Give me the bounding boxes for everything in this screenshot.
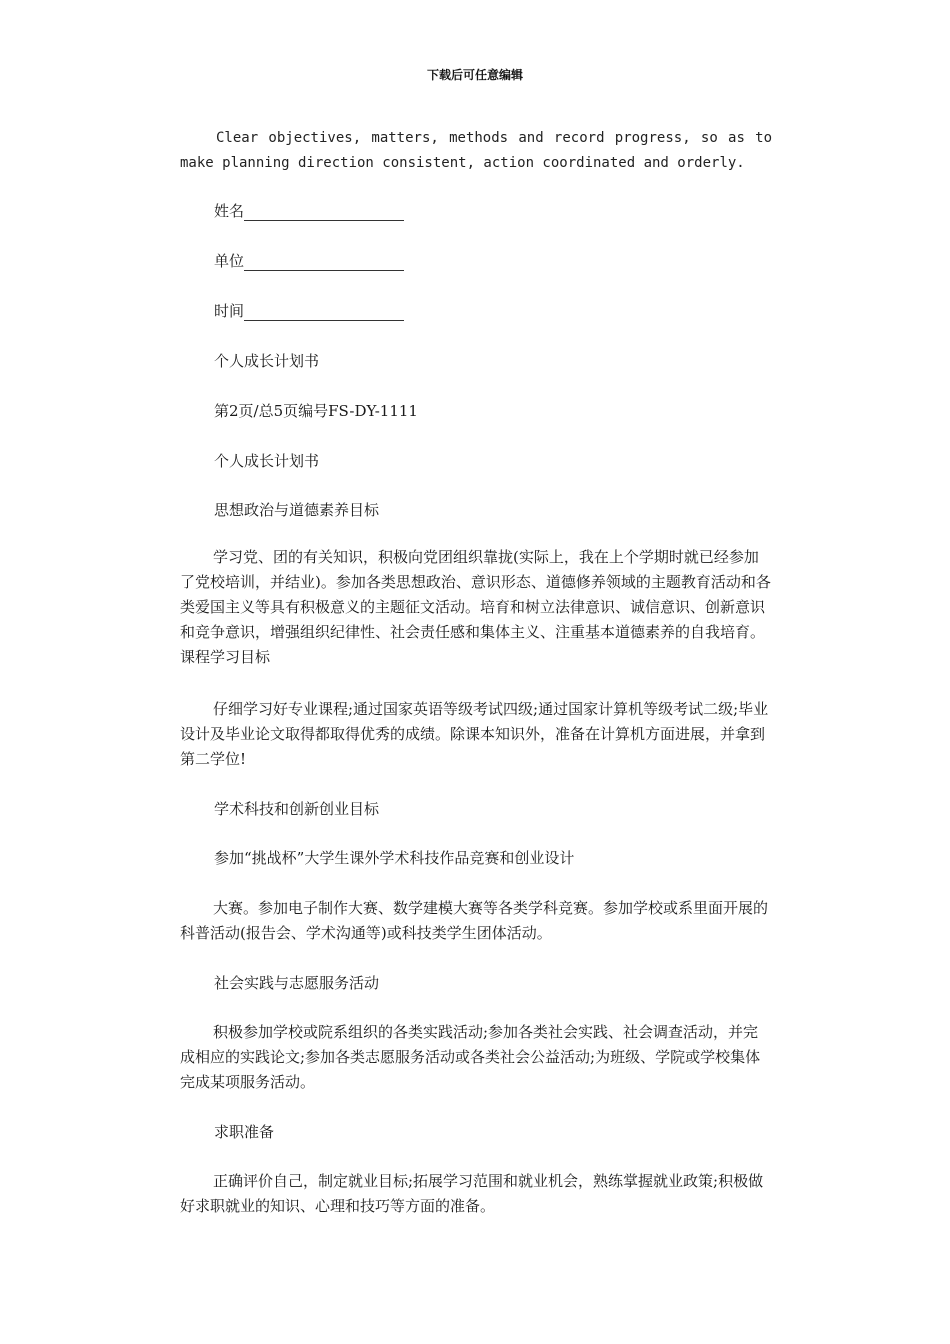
academic-heading: 学术科技和创新创业目标 [214,800,380,818]
name-label: 姓名 [214,202,245,220]
moral-heading: 思想政治与道德素养目标 [214,501,380,519]
unit-field [214,251,404,271]
document-title: 个人成长计划书 [214,352,320,370]
page-info: 第2页/总5页编号FS-DY-1111 [214,402,418,420]
name-blank-line [244,204,404,221]
unit-label: 单位 [214,252,245,270]
name-field [214,201,404,221]
job-heading: 求职准备 [214,1123,275,1141]
course-paragraph: 仔细学习好专业课程;通过国家英语等级考试四级;通过国家计算机等级考试二级;毕业设计及毕业论文取得都取得优秀的成绩。除课本知识外，准备在计算机方面进展，并拿到第二学位! [180,700,769,768]
time-blank-line [244,304,404,321]
page-header: 下载后可任意编辑 [426,68,523,82]
unit-blank-line [244,254,404,271]
social-heading: 社会实践与志愿服务活动 [214,974,380,992]
social-paragraph: 积极参加学校或院系组织的各类实践活动;参加各类社会实践、社会调查活动，并完成相应的实践论文;参加各类志愿服务活动或各类社会公益活动;为班级、学院或学校集体完成某项服务活动。 [180,1023,761,1091]
academic-line: 参加“挑战杯”大学生课外学术科技作品竞赛和创业设计 [214,849,575,867]
academic-paragraph: 大赛。参加电子制作大赛、数学建模大赛等各类学科竞赛。参加学校或系里面开展的科普活动(报告会、学术沟通等)或科技类学生团体活动。 [180,899,769,942]
document-title-repeat: 个人成长计划书 [214,452,320,470]
time-label: 时间 [214,302,245,320]
job-paragraph: 正确评价自己，制定就业目标;拓展学习范围和就业机会，熟练掌握就业政策;积极做好求职就业的知识、心理和技巧等方面的准备。 [180,1172,764,1215]
intro-text: Clear objectives, matters, methods and record progress, so as to make planning direction consistent, action coordinated and orderly. [180,130,772,171]
moral-paragraph: 学习党、团的有关知识，积极向党团组织靠拢(实际上，我在上个学期时就已经参加了党校培训，并结业)。参加各类思想政治、意识形态、道德修养领域的主题教育活动和各类爱国主义等具有积极意义的主题征文活动。培育和树立法律意识、诚信意识、创新意识和竞争意识，增强组织纪律性、社会责任感和集体主义、注重基本道德素养的自我培育。课程学习目标 [180,548,771,666]
time-field [214,301,404,321]
